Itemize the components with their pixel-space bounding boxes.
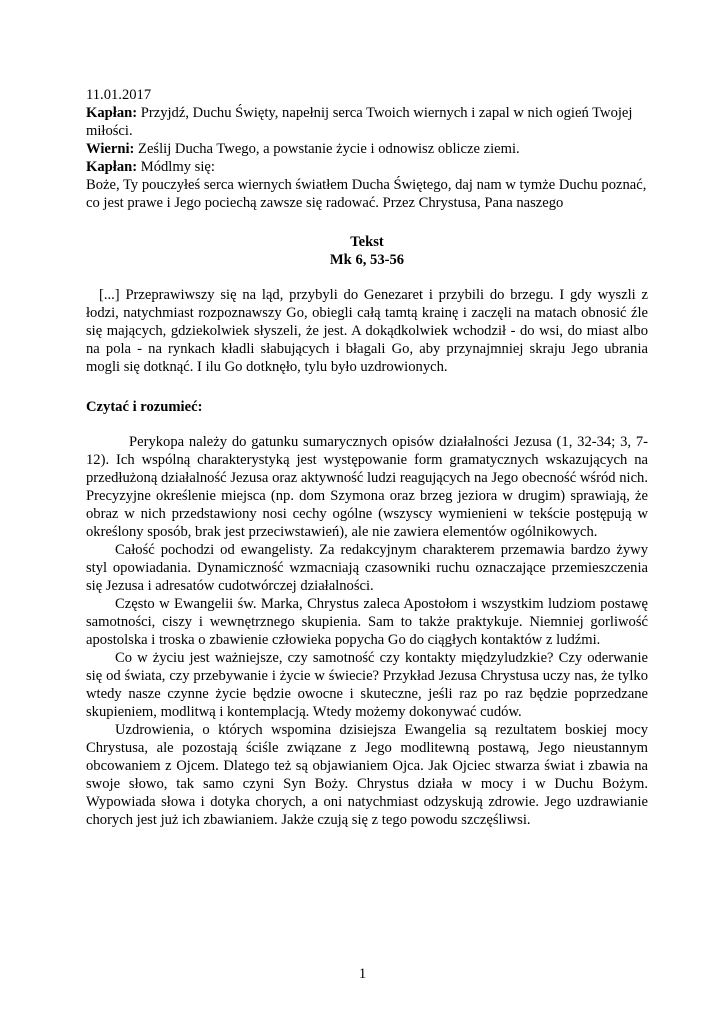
document-page (86, 86, 648, 829)
prayer-line-priest-2 (86, 158, 648, 176)
text-heading: Tekst (350, 234, 384, 250)
prayer-text: Módlmy się: (137, 159, 215, 175)
speaker-label: Kapłan: (86, 105, 138, 121)
commentary-paragraph: Perykopa należy do gatunku sumarycznych opisów działalności Jezusa (1, 32-34; 3, 7-12). Ich wspólną charakterystyką jest występowanie form gramatycznych wskazujących na przedłużoną działalność Jezusa oraz aktywność ludzi reagujących na Jego obecność wśród nich. Precyzyjne określenie miejsca (np. dom Szymona oraz brzeg jeziora w drugim) sprawiają, że obraz w nich przedstawiony nosi cechy ogólne (wszyscy wymienieni w tekście postępują w określony sposób, brak jest przeciwstawień), ale nie zawiera elementów ogólnikowych. (86, 434, 648, 540)
section-heading: Czytać i rozumieć: (86, 399, 203, 415)
prayer-text: Ześlij Ducha Twego, a powstanie życie i odnowisz oblicze ziemi. (134, 141, 520, 157)
date: 11.01.2017 (86, 87, 152, 103)
commentary-paragraph: Często w Ewangelii św. Marka, Chrystus zaleca Apostołom i wszystkim ludziom postawę samotności, ciszy i wewnętrznego skupienia. Sam to także praktykuje. Niemniej gorliwość apostolska i troska o zbawienie człowieka popycha Go do ciągłych kontaktów z ludźmi. (86, 596, 648, 648)
collect-prayer: Boże, Ty pouczyłeś serca wiernych światłem Ducha Świętego, daj nam w tymże Duchu poznać, co jest prawe i Jego pociechą zawsze się radować. Przez Chrystusa, Pana naszego (86, 177, 647, 211)
commentary-paragraph: Uzdrowienia, o których wspomina dzisiejsza Ewangelia są rezultatem boskiej mocy Chrystusa, ale pozostają ściśle związane z Jego modlitewną postawą, Jego nieustannym obcowaniem z Ojcem. Dlatego też są objawianiem Ojca. Jak Ojciec stwarza świat i zbawia na swoje słowo, tak samo czyni Syn Boży. Chrystus działa w mocy i w Duchu Bożym. Wypowiada słowa i dotyka chorych, a oni natychmiast odzyskują zdrowie. Jego uzdrawianie chorych jest już ich zbawianiem. Jakże czują się z tego powodu szczęśliwsi. (86, 722, 648, 828)
page-number: 1 (358, 966, 367, 982)
commentary-paragraph: Co w życiu jest ważniejsze, czy samotność czy kontakty międzyludzkie? Czy oderwanie się od świata, czy przebywanie i życie w świecie? Przykład Jezusa Chrystusa uczy nas, że tylko wtedy nasze czynne życie będzie owocne i skuteczne, jeśli raz po raz będzie poprzedzane skupieniem, modlitwą i kontemplacją. Wtedy możemy dokonywać cudów. (86, 650, 648, 720)
prayer-text: Przyjdź, Duchu Święty, napełnij serca Twoich wiernych i zapal w nich ogień Twojej miłości. (86, 105, 633, 139)
commentary-paragraph: Całość pochodzi od ewangelisty. Za redakcyjnym charakterem przemawia bardzo żywy styl opowiadania. Dynamiczność wzmacniają czasowniki ruchu oznaczające przemieszczenia się Jezusa i adresatów cudotwórczej działalności. (86, 542, 648, 594)
speaker-label: Kapłan: (86, 159, 138, 175)
scripture-reference: Mk 6, 53-56 (329, 252, 405, 268)
prayer-line-priest (86, 104, 648, 140)
prayer-line-faithful (86, 140, 648, 158)
gospel-text: [...] Przeprawiwszy się na ląd, przybyli do Genezaret i przybili do brzegu. I gdy wyszli z łodzi, natychmiast rozpoznawszy Go, obiegli całą tamtą krainę i zaczęli na matach obnosić źle się mających, gdziekolwiek słyszeli, że jest. A dokądkolwiek wchodził - do wsi, do miast albo na pola - na rynkach kładli słabujących i błagali Go, aby przynajmniej skraju Jego ubrania mogli się dotknąć. I ilu Go dotknęło, tylu było uzdrowionych. (86, 287, 648, 375)
speaker-label: Wierni: (86, 141, 135, 157)
